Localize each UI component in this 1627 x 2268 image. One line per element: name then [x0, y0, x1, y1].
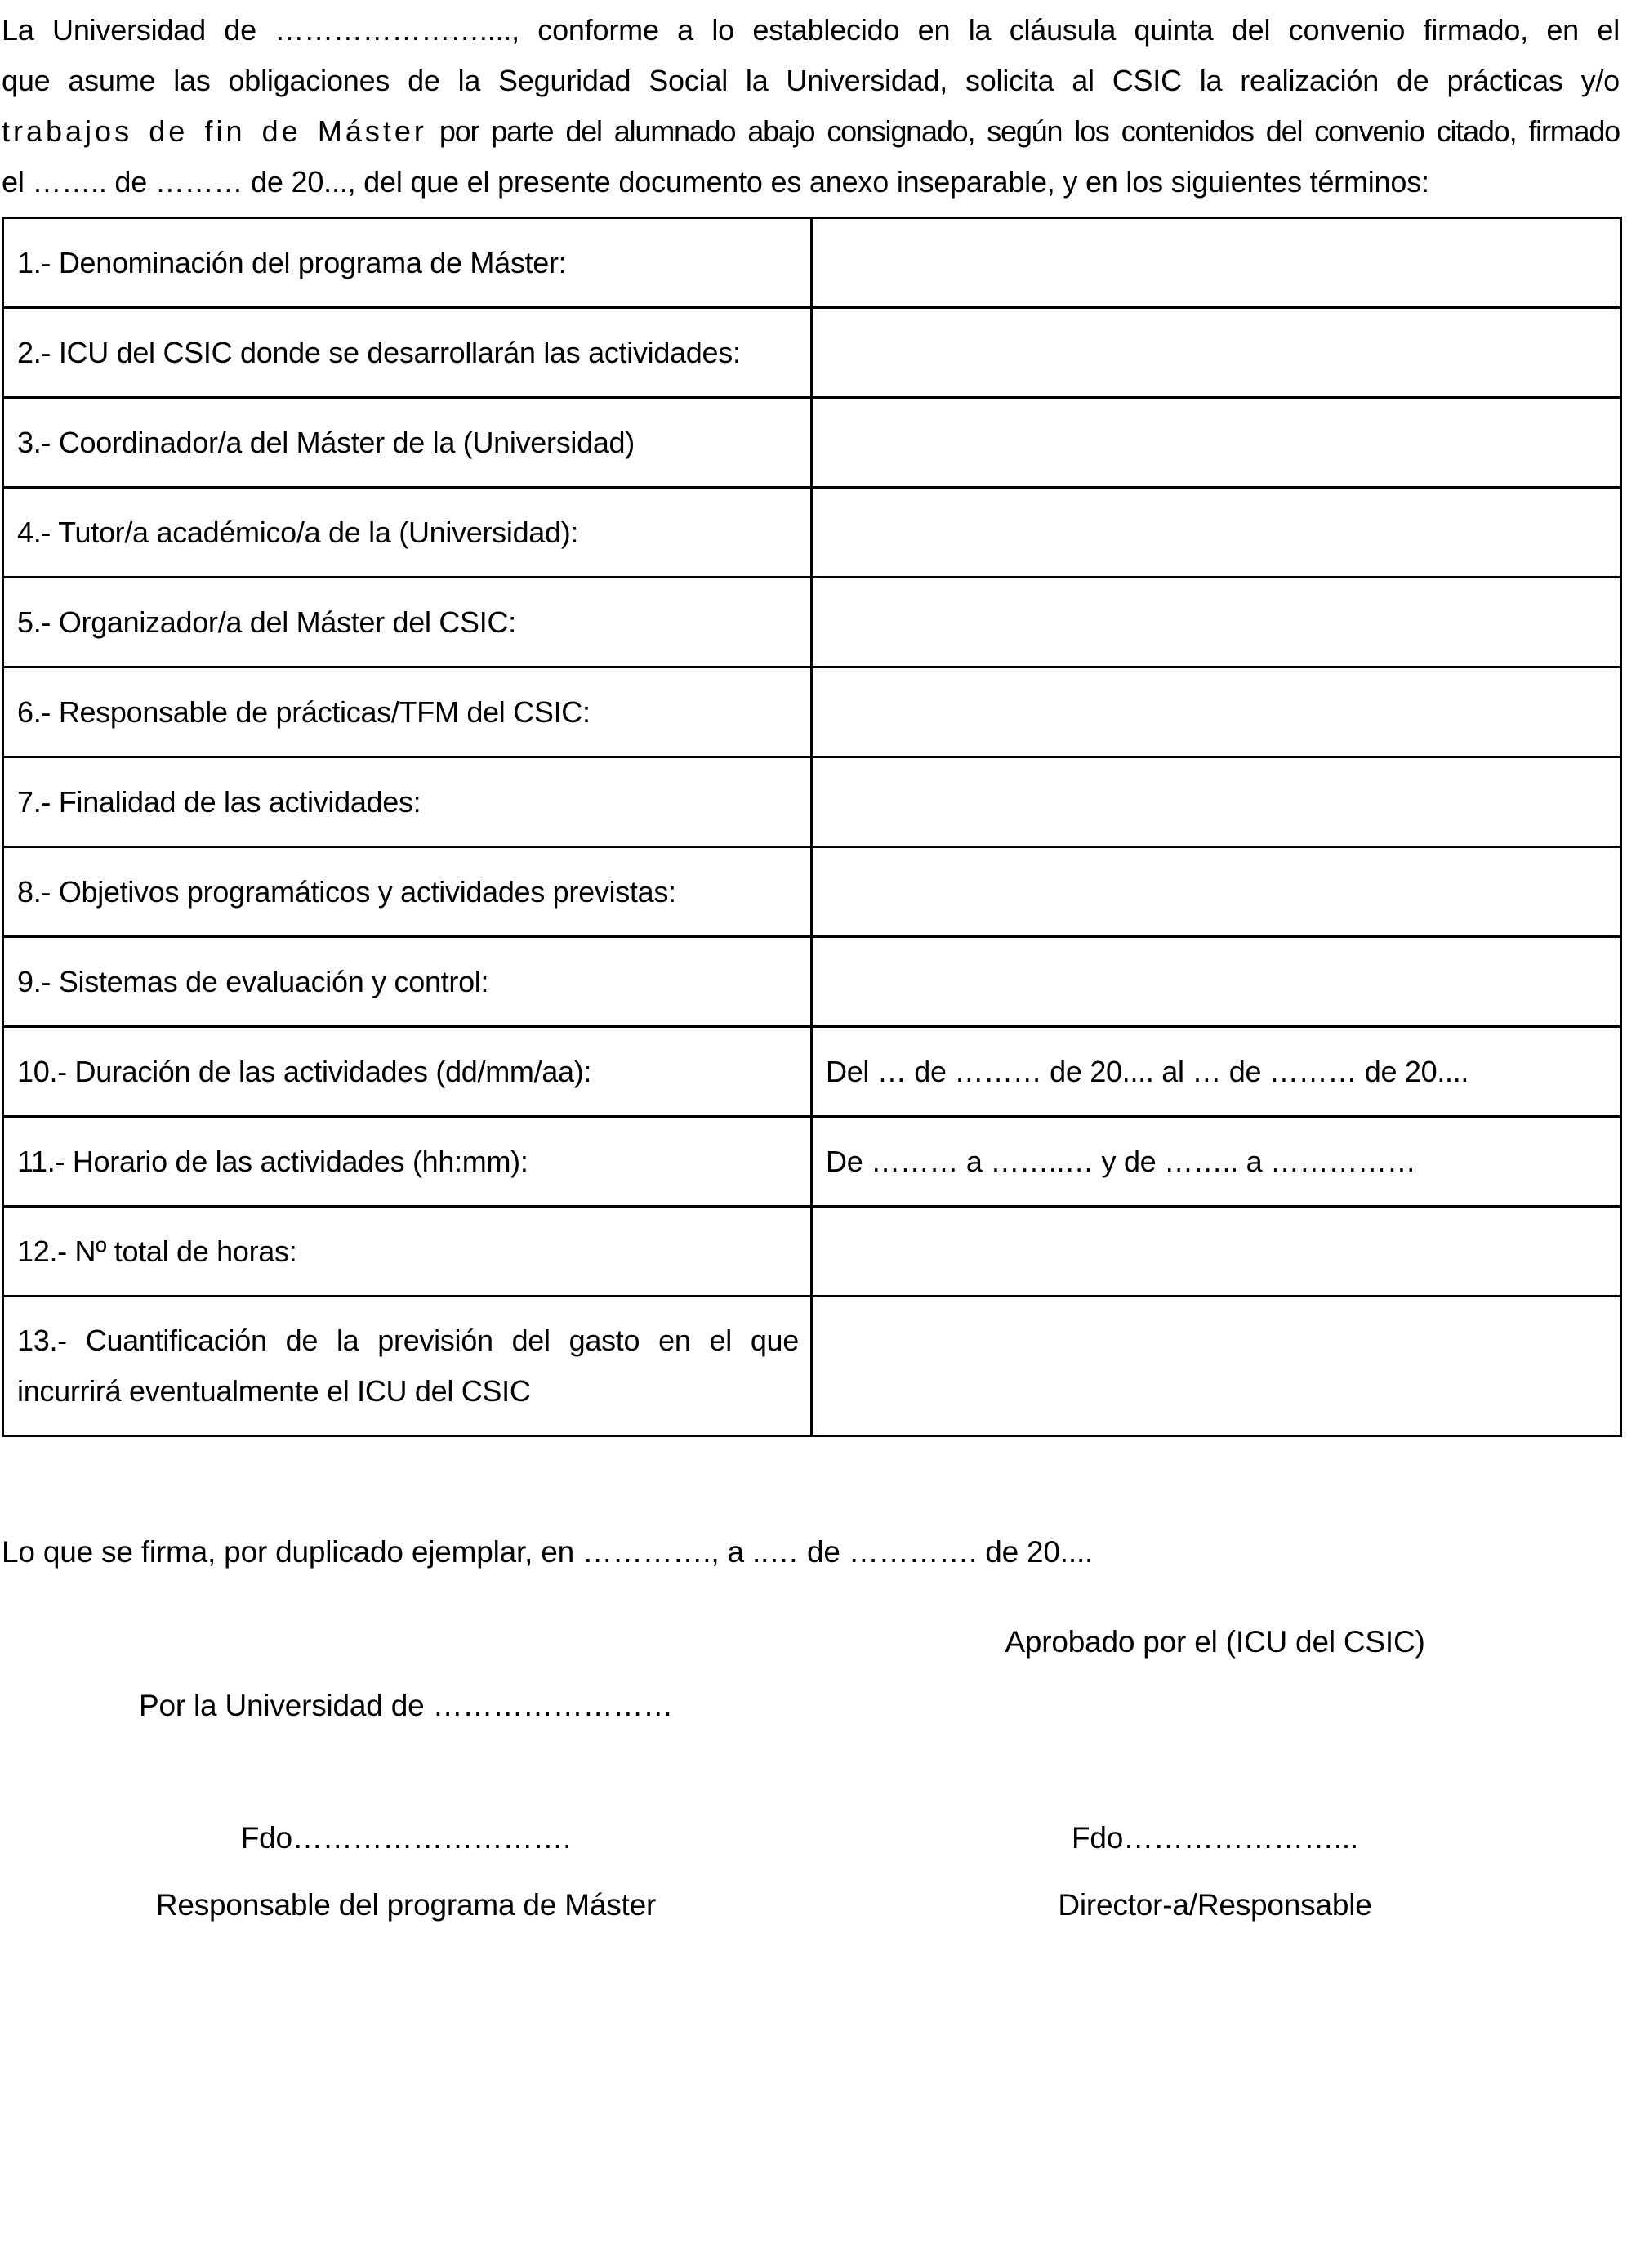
row-4-value	[812, 488, 1621, 578]
closing-statement: Lo que se firma, por duplicado ejemplar, en …………., a ..… de …………. de 20....	[2, 1535, 1094, 1569]
table-row	[3, 1297, 1621, 1436]
left-signature-line: Fdo……………………….	[240, 1821, 572, 1855]
row-3-value	[812, 398, 1621, 488]
right-signer-role: Director-a/Responsable	[1058, 1888, 1372, 1922]
approved-by-heading: Aprobado por el (ICU del CSIC)	[1005, 1625, 1425, 1659]
intro-line-3	[2, 106, 1620, 157]
row-1-label: 1.- Denominación del programa de Máster:	[3, 218, 812, 308]
table-row	[3, 847, 1621, 937]
intro-line-3-rest-text: por parte del alumnado abajo consignado, según los contenidos del convenio citado, firmado	[426, 114, 1620, 148]
signature-block	[2, 1617, 1620, 1931]
intro-line-2-text: que asume las obligaciones de la Seguridad Social la Universidad, solicita al CSIC la realización de prácticas y/o	[2, 64, 1620, 97]
row-5-value	[812, 578, 1621, 667]
intro-line-1	[2, 5, 1620, 56]
row-12-label: 12.- Nº total de horas:	[3, 1207, 812, 1297]
intro-line-4-text: el …….. de ……… de 20..., del que el presente documento es anexo inseparable, y en los siguientes términos:	[2, 165, 1429, 199]
row-3-label: 3.- Coordinador/a del Máster de la (Universidad)	[3, 398, 812, 488]
master-form-table	[2, 217, 1622, 1437]
row-10-label: 10.- Duración de las actividades (dd/mm/aa):	[3, 1027, 812, 1117]
row-1-value	[812, 218, 1621, 308]
right-signature-line: Fdo…………………...	[1072, 1821, 1358, 1855]
table-row	[3, 1027, 1621, 1117]
row-5-label: 5.- Organizador/a del Máster del CSIC:	[3, 578, 812, 667]
row-11-label: 11.- Horario de las actividades (hh:mm):	[3, 1117, 812, 1207]
intro-line-4	[2, 157, 1620, 208]
row-11-value: De ……… a ……..… y de …….. a ……………	[812, 1117, 1621, 1207]
table-row	[3, 398, 1621, 488]
signature-left-spacer	[2, 1617, 810, 1668]
table-row	[3, 1207, 1621, 1297]
row-6-label: 6.- Responsable de prácticas/TFM del CSIC:	[3, 667, 812, 757]
intro-paragraph	[2, 5, 1620, 208]
table-row	[3, 757, 1621, 847]
row-7-label: 7.- Finalidad de las actividades:	[3, 757, 812, 847]
intro-line-1-text: La Universidad de …………………...., conforme a lo establecido en la cláusula quinta del convenio firmado, en el	[2, 13, 1620, 47]
row-12-value	[812, 1207, 1621, 1297]
university-party-heading: Por la Universidad de ……………………	[138, 1689, 674, 1722]
table-row	[3, 667, 1621, 757]
intro-line-3-spaced-text: trabajos de fin de Máster	[2, 114, 427, 148]
table-row	[3, 1117, 1621, 1207]
table-row	[3, 488, 1621, 578]
signature-right-spacer	[810, 1681, 1620, 1731]
table-row	[3, 308, 1621, 398]
table-row	[3, 937, 1621, 1027]
left-signer-role: Responsable del programa de Máster	[155, 1888, 657, 1922]
row-8-label: 8.- Objetivos programáticos y actividades previstas:	[3, 847, 812, 937]
row-2-label: 2.- ICU del CSIC donde se desarrollarán las actividades:	[3, 308, 812, 398]
row-13-label: 13.- Cuantificación de la previsión del gasto en el que incurrirá eventualmente el ICU del CSIC	[3, 1297, 812, 1436]
table-row	[3, 218, 1621, 308]
row-4-label: 4.- Tutor/a académico/a de la (Universidad):	[3, 488, 812, 578]
row-6-value	[812, 667, 1621, 757]
row-13-value	[812, 1297, 1621, 1436]
row-9-label: 9.- Sistemas de evaluación y control:	[3, 937, 812, 1027]
table-row	[3, 578, 1621, 667]
row-7-value	[812, 757, 1621, 847]
row-8-value	[812, 847, 1621, 937]
row-10-value: Del … de ……… de 20.... al … de ……… de 20....	[812, 1027, 1621, 1117]
intro-line-2	[2, 56, 1620, 106]
row-9-value	[812, 937, 1621, 1027]
row-2-value	[812, 308, 1621, 398]
